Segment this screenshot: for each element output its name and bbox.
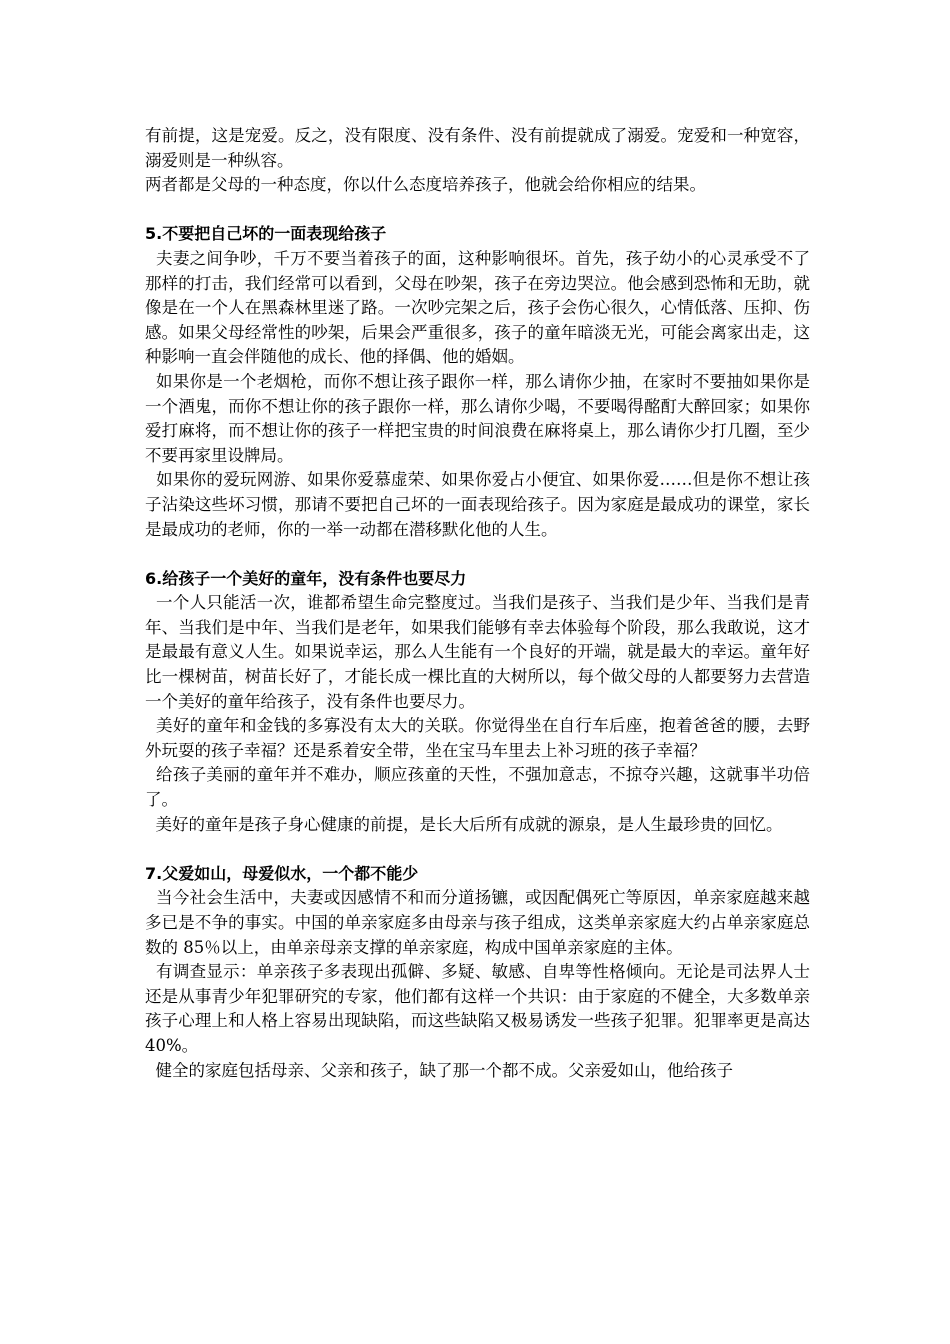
section-heading: 7.父爱如山，母爱似水，一个都不能少 bbox=[145, 863, 419, 883]
body-paragraph: 如果你的爱玩网游、如果你爱慕虚荣、如果你爱占小便宜、如果你爱……但是你不想让孩子沾染这些坏习惯，那请不要把自己坏的一面表现给孩子。因为家庭是最成功的课堂，家长是最成功的老师，你的一举一动都在潜移默化他的人生。 bbox=[145, 470, 810, 539]
body-paragraph: 有调查显示：单亲孩子多表现出孤僻、多疑、敏感、自卑等性格倾向。无论是司法界人士还是从事青少年犯罪研究的专家，他们都有这样一个共识：由于家庭的不健全，大多数单亲孩子心理上和人格上容易出现缺陷，而这些缺陷又极易诱发一些孩子犯罪。犯罪率更是高达 40%。 bbox=[145, 962, 816, 1055]
body-paragraph: 给孩子美丽的童年并不难办，顺应孩童的天性，不强加意志，不掠夺兴趣，这就事半功倍了。 bbox=[145, 765, 810, 810]
body-paragraph: 美好的童年是孩子身心健康的前提，是长大后所有成就的源泉，是人生最珍贵的回忆。 bbox=[145, 814, 783, 834]
section-heading: 6.给孩子一个美好的童年，没有条件也要尽力 bbox=[145, 568, 467, 588]
body-paragraph: 如果你是一个老烟枪，而你不想让孩子跟你一样，那么请你少抽，在家时不要抽如果你是一个酒鬼，而你不想让你的孩子跟你一样，那么请你少喝，不要喝得酩酊大醉回家；如果你爱打麻将，而不想让你的孩子一样把宝贵的时间浪费在麻将桌上，那么请你少打几圈，至少不要再家里设牌局。 bbox=[145, 371, 810, 465]
intro-paragraph: 有前提，这是宠爱。反之，没有限度、没有条件、没有前提就成了溺爱。宠爱和一种宽容，溺爱则是一种纵容。 bbox=[145, 126, 810, 170]
body-paragraph: 美好的童年和金钱的多寡没有太大的关联。你觉得坐在自行车后座，抱着爸爸的腰，去野外玩耍的孩子幸福？还是系着安全带，坐在宝马车里去上补习班的孩子幸福？ bbox=[145, 716, 810, 760]
spacer bbox=[145, 542, 810, 567]
section-heading: 5.不要把自己坏的一面表现给孩子 bbox=[145, 224, 387, 244]
spacer bbox=[145, 837, 810, 862]
body-paragraph: 一个人只能活一次，谁都希望生命完整度过。当我们是孩子、当我们是少年、当我们是青年、当我们是中年、当我们是老年，如果我们能够有幸去体验每个阶段，那么我敢说，这才是最最有意义人生。如果说幸运，那么人生能有一个良好的开端，就是最大的幸运。童年好比一棵树苗，树苗长好了，才能长成一棵比直的大树所以，每个做父母的人都要努力去营造一个美好的童年给孩子，没有条件也要尽力。 bbox=[145, 593, 810, 711]
body-paragraph: 健全的家庭包括母亲、父亲和孩子，缺了那一个都不成。父亲爱如山，他给孩子 bbox=[145, 1060, 733, 1080]
body-paragraph: 夫妻之间争吵，千万不要当着孩子的面，这种影响很坏。首先，孩子幼小的心灵承受不了那样的打击，我们经常可以看到，父母在吵架，孩子在旁边哭泣。他会感到恐怖和无助，就像是在一个人在黑森林里迷了路。一次吵完架之后，孩子会伤心很久，心情低落、压抑、伤感。如果父母经常性的吵架，后果会严重很多，孩子的童年暗淡无光，可能会离家出走，这种影响一直会伴随他的成长、他的择偶、他的婚姻。 bbox=[145, 248, 810, 367]
body-paragraph: 当今社会生活中，夫妻或因感情不和而分道扬镳，或因配偶死亡等原因，单亲家庭越来越多已是不争的事实。中国的单亲家庭多由母亲与孩子组成，这类单亲家庭大约占单亲家庭总数的 85％以上，由单亲母亲支撑的单亲家庭，构成中国单亲家庭的主体。 bbox=[145, 888, 810, 957]
document-page bbox=[145, 124, 816, 1083]
spacer bbox=[145, 198, 810, 223]
intro-paragraph: 两者都是父母的一种态度，你以什么态度培养孩子，他就会给你相应的结果。 bbox=[145, 175, 706, 195]
